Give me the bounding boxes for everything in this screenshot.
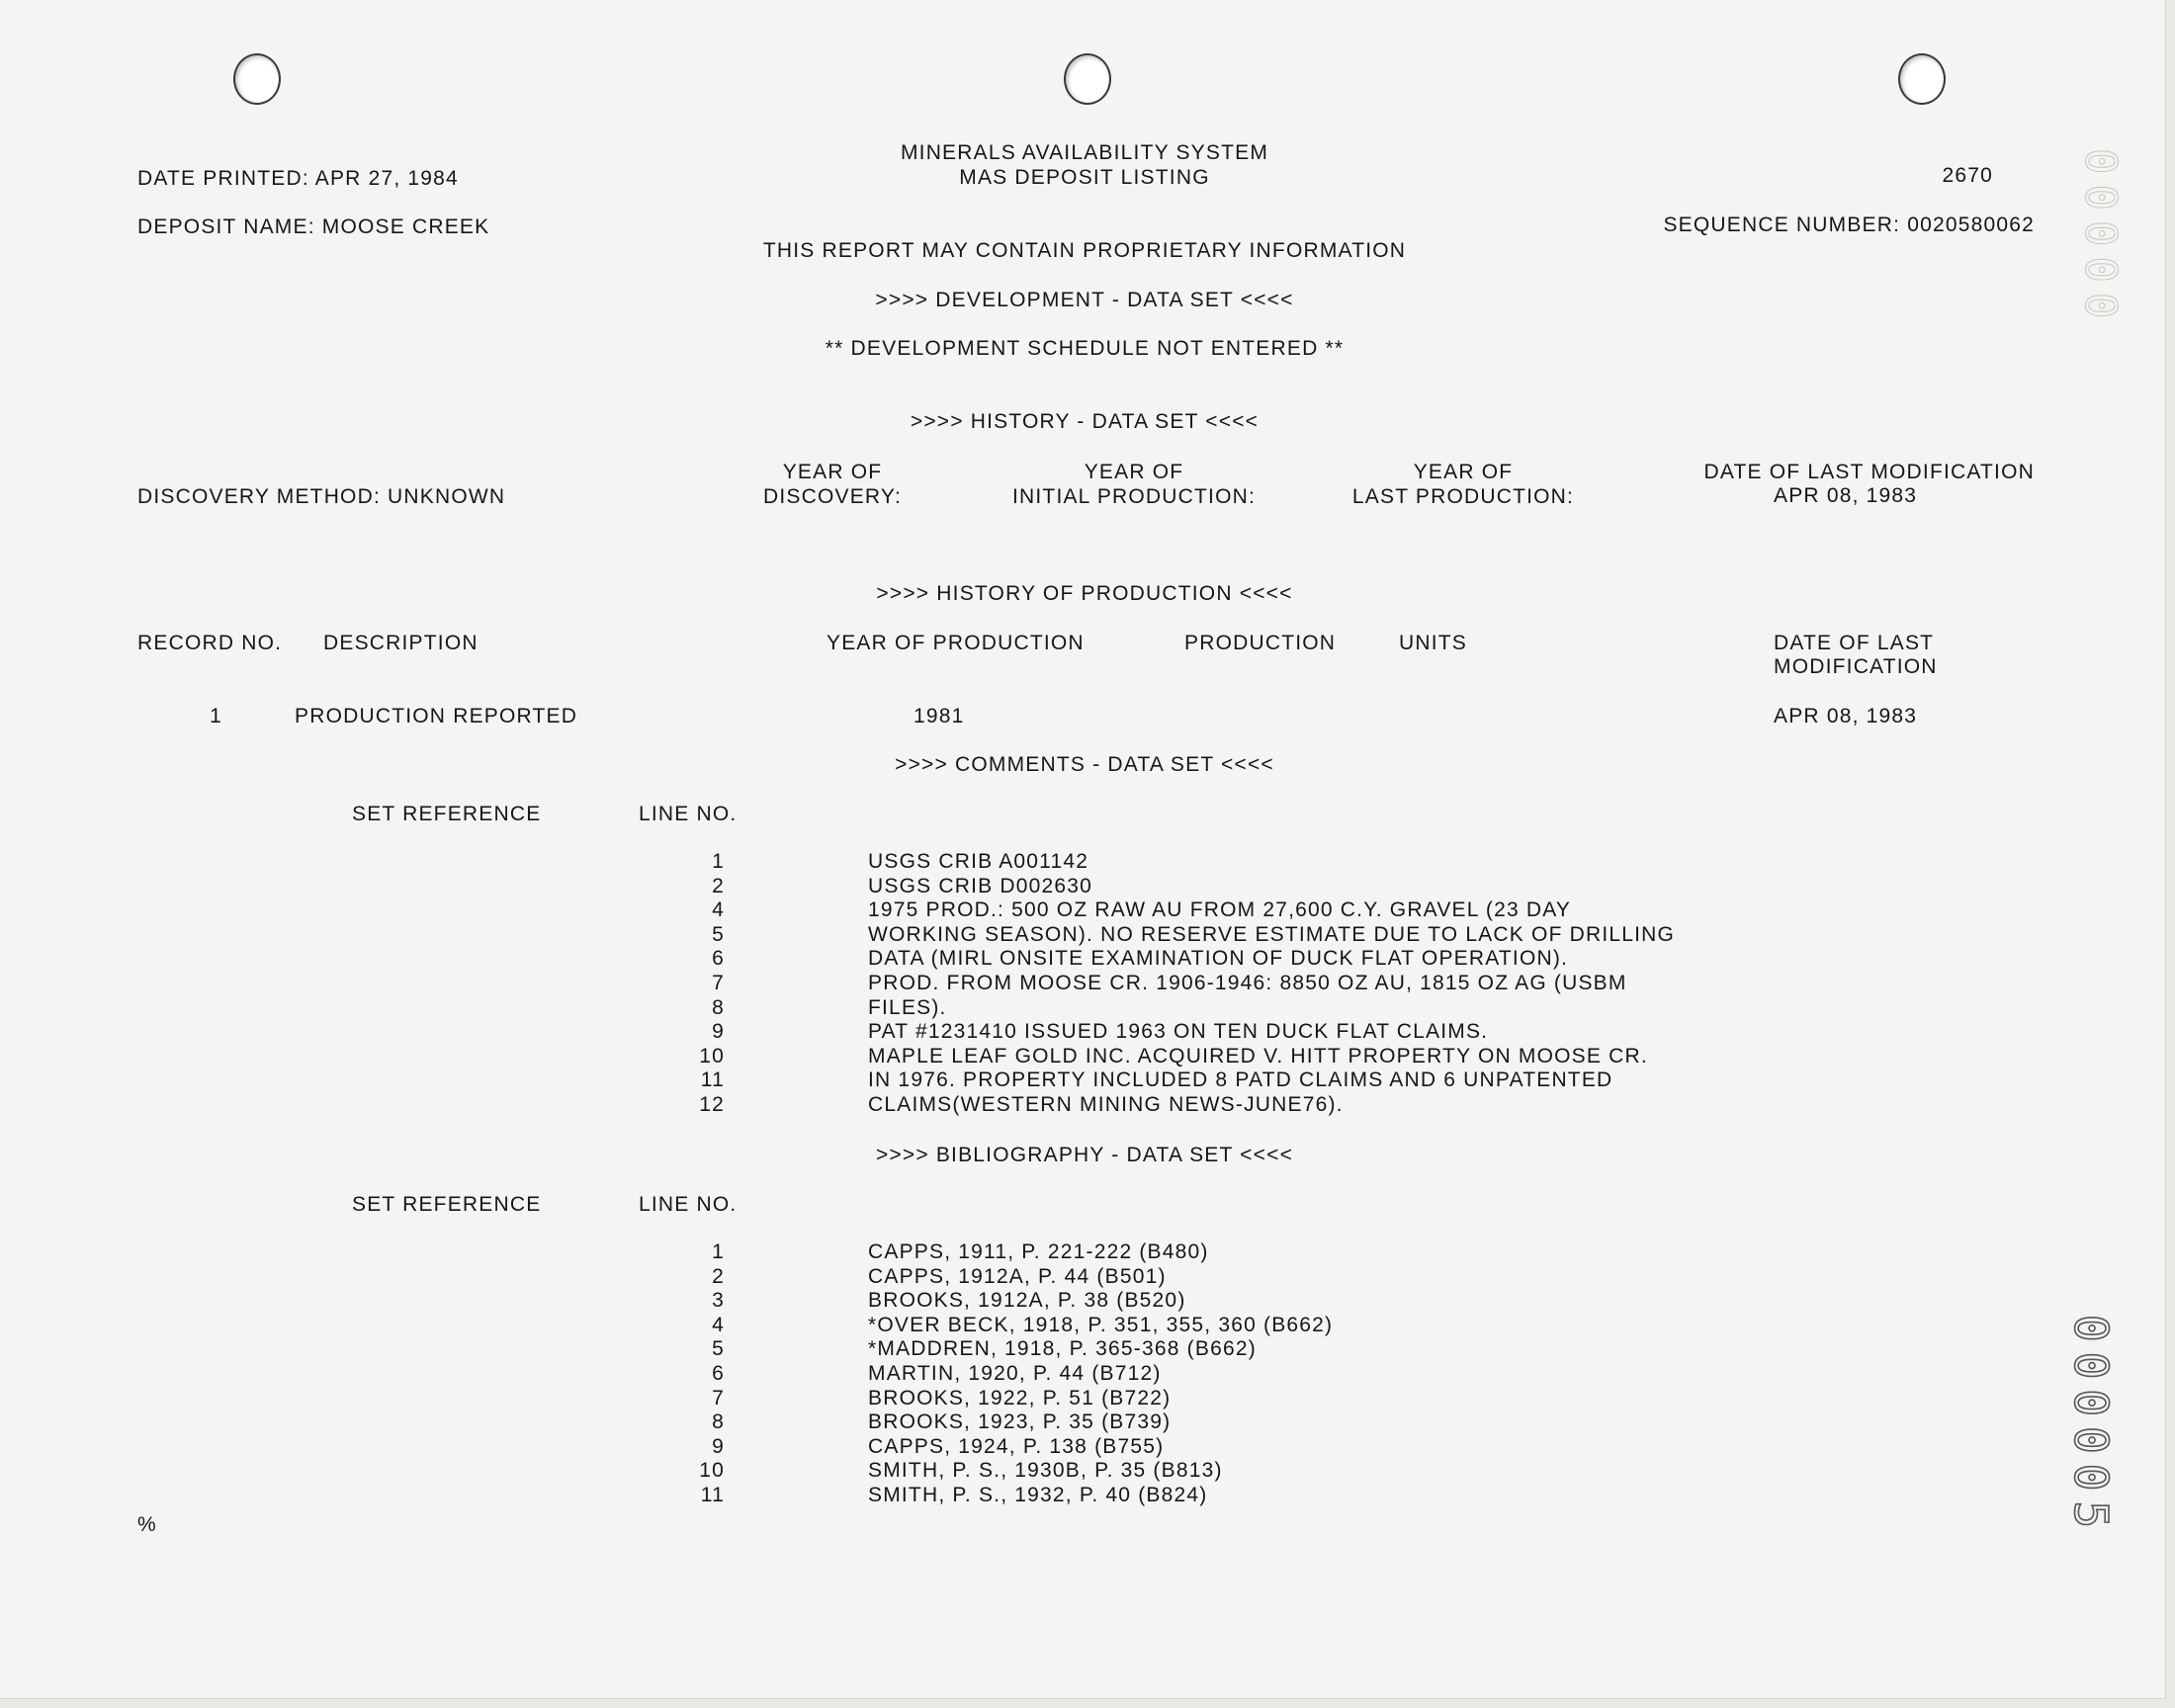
col-units: UNITS [1399,632,1467,654]
line-number: 12 [699,1093,725,1116]
line-text: USGS CRIB A001142 [868,850,1089,873]
col-year-of-production: YEAR OF PRODUCTION [826,632,1085,654]
line-number: 10 [699,1459,725,1482]
line-number: 11 [700,1068,725,1091]
line-text: CAPPS, 1924, P. 138 (B755) [868,1435,1165,1458]
line-text: BROOKS, 1923, P. 35 (B739) [868,1410,1172,1433]
line-text: CAPPS, 1912A, P. 44 (B501) [868,1265,1167,1288]
line-number: 4 [712,1314,725,1336]
line-text: SMITH, P. S., 1930B, P. 35 (B813) [868,1459,1223,1482]
year-discovery-label-2: DISCOVERY: [763,485,902,508]
col-record-no: RECORD NO. [137,632,283,654]
punch-hole-left [233,53,281,105]
history-last-mod-label: DATE OF LAST MODIFICATION [1703,461,2035,483]
line-text: 1975 PROD.: 500 OZ RAW AU FROM 27,600 C.Y. GRAVEL (23 DAY [868,898,1572,921]
year-initial-label-2: INITIAL PRODUCTION: [1011,485,1257,508]
line-text: *MADDREN, 1918, P. 365-368 (B662) [868,1337,1257,1360]
discovery-method: DISCOVERY METHOD: UNKNOWN [137,485,506,508]
production-heading: >>>> HISTORY OF PRODUCTION <<<< [876,582,1293,605]
bates-stamp: 000005 [2064,1315,2118,1539]
bates-stamp-faint: 00000 [2075,148,2126,329]
deposit-name: DEPOSIT NAME: MOOSE CREEK [137,215,490,238]
bibliography-set-reference-label: SET REFERENCE [352,1193,542,1216]
line-number: 9 [712,1020,725,1043]
date-printed: DATE PRINTED: APR 27, 1984 [137,167,459,190]
production-description: PRODUCTION REPORTED [295,705,578,727]
line-text: SMITH, P. S., 1932, P. 40 (B824) [868,1484,1208,1506]
punch-hole-right [1898,53,1946,105]
line-number: 10 [699,1045,725,1068]
line-number: 6 [712,947,725,970]
proprietary-notice: THIS REPORT MAY CONTAIN PROPRIETARY INFORMATION [762,239,1407,262]
line-number: 5 [712,1337,725,1360]
production-last-mod: APR 08, 1983 [1774,705,1918,727]
line-number: 1 [712,850,725,873]
line-number: 1 [712,1240,725,1263]
line-number: 7 [712,972,725,994]
page-number: 2670 [1942,164,1993,187]
comments-set-reference-label: SET REFERENCE [352,803,542,825]
line-text: MARTIN, 1920, P. 44 (B712) [868,1362,1162,1385]
line-number: 4 [712,898,725,921]
development-note: ** DEVELOPMENT SCHEDULE NOT ENTERED ** [825,337,1345,360]
col-production: PRODUCTION [1184,632,1337,654]
production-record-no: 1 [210,705,222,727]
line-text: BROOKS, 1922, P. 51 (B722) [868,1387,1172,1409]
year-last-label-2: LAST PRODUCTION: [1351,485,1575,508]
line-text: *OVER BECK, 1918, P. 351, 355, 360 (B662) [868,1314,1334,1336]
line-number: 2 [712,875,725,897]
line-number: 11 [700,1484,725,1506]
col-last-mod-2: MODIFICATION [1774,655,1938,678]
line-text: USGS CRIB D002630 [868,875,1092,897]
footer-mark: % [137,1513,157,1536]
line-text: FILES). [868,996,947,1019]
line-text: CAPPS, 1911, P. 221-222 (B480) [868,1240,1209,1263]
line-number: 5 [712,923,725,946]
col-last-mod-1: DATE OF LAST [1774,632,1935,654]
year-initial-label-1: YEAR OF [1084,461,1184,483]
line-text: DATA (MIRL ONSITE EXAMINATION OF DUCK FLAT OPERATION). [868,947,1569,970]
line-number: 6 [712,1362,725,1385]
line-text: IN 1976. PROPERTY INCLUDED 8 PATD CLAIMS AND 6 UNPATENTED [868,1068,1613,1091]
bibliography-line-no-label: LINE NO. [639,1193,738,1216]
line-text: PROD. FROM MOOSE CR. 1906-1946: 8850 OZ AU, 1815 OZ AG (USBM [868,972,1627,994]
system-title: MINERALS AVAILABILITY SYSTEM [900,141,1269,164]
line-number: 7 [712,1387,725,1409]
line-number: 3 [712,1289,725,1312]
line-number: 8 [712,996,725,1019]
line-text: WORKING SEASON). NO RESERVE ESTIMATE DUE TO LACK OF DRILLING [868,923,1676,946]
line-number: 9 [712,1435,725,1458]
punch-hole-center [1064,53,1111,105]
line-text: BROOKS, 1912A, P. 38 (B520) [868,1289,1186,1312]
col-description: DESCRIPTION [323,632,478,654]
listing-title: MAS DEPOSIT LISTING [959,166,1210,189]
year-last-label-1: YEAR OF [1413,461,1514,483]
year-discovery-label-1: YEAR OF [782,461,883,483]
line-number: 2 [712,1265,725,1288]
production-year: 1981 [914,705,965,727]
comments-heading: >>>> COMMENTS - DATA SET <<<< [895,753,1274,776]
history-last-mod-value: APR 08, 1983 [1774,484,1918,507]
line-text: PAT #1231410 ISSUED 1963 ON TEN DUCK FLAT CLAIMS. [868,1020,1489,1043]
comments-line-no-label: LINE NO. [639,803,738,825]
line-text: MAPLE LEAF GOLD INC. ACQUIRED V. HITT PROPERTY ON MOOSE CR. [868,1045,1648,1068]
line-text: CLAIMS(WESTERN MINING NEWS-JUNE76). [868,1093,1344,1116]
bibliography-heading: >>>> BIBLIOGRAPHY - DATA SET <<<< [875,1144,1294,1166]
line-number: 8 [712,1410,725,1433]
development-heading: >>>> DEVELOPMENT - DATA SET <<<< [875,289,1294,311]
sequence-number: SEQUENCE NUMBER: 0020580062 [1663,214,2035,236]
history-heading: >>>> HISTORY - DATA SET <<<< [910,410,1260,433]
